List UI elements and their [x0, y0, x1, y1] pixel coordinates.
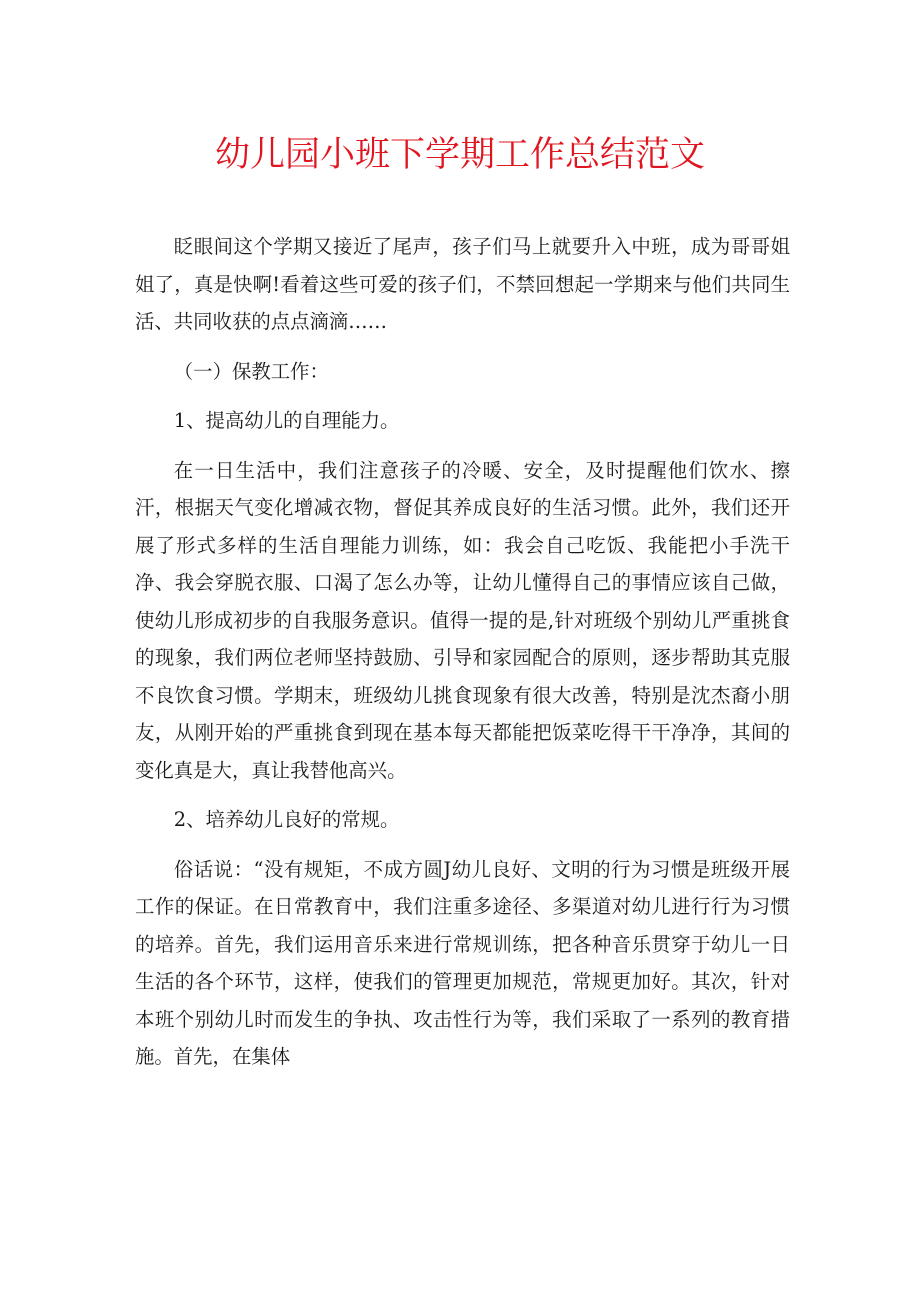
intro-paragraph: 眨眼间这个学期又接近了尾声，孩子们马上就要升入中班，成为哥哥姐姐了，真是快啊!看着这些可爱的孩子们，不禁回想起一学期来与他们共同生活、共同收获的点点滴滴…… — [135, 235, 790, 333]
document-body — [135, 228, 790, 1076]
subheading-self-care: 1、提高幼儿的自理能力。 — [173, 409, 400, 432]
routines-paragraph: 俗话说：“没有规矩，不成方圆J幼儿良好、文明的行为习惯是班级开展工作的保证。在日常教育中，我们注重多途径、多渠道对幼儿进行行为习惯的培养。首先，我们运用音乐来进行常规训练，把各种音乐贯穿于幼儿一日生活的各个环节，这样，使我们的管理更加规范，常规更加好。其次，针对本班个别幼儿时而发生的争执、攻击性行为等，我们采取了一系列的教育措施。首先，在集体 — [135, 857, 790, 1068]
document-title: 幼儿园小班下学期工作总结范文 — [214, 135, 705, 175]
subheading-routines: 2、培养幼儿良好的常规。 — [173, 808, 400, 831]
section-heading-care-education: （一）保教工作： — [173, 359, 329, 383]
self-care-paragraph: 在一日生活中，我们注意孩子的冷暖、安全，及时提醒他们饮水、擦汗，根据天气变化增减衣物，督促其养成良好的生活习惯。此外，我们还开展了形式多样的生活自理能力训练，如：我会自己吃饭、我能把小手洗干净、我会穿脱衣服、口渴了怎么办等，让幼儿懂得自己的事情应该自己做，使幼儿形成初步的自我服务意识。值得一提的是,针对班级个别幼儿严重挑食的现象，我们两位老师坚持鼓励、引导和家园配合的原则，逐步帮助其克服不良饮食习惯。学期末，班级幼儿挑食现象有很大改善，特别是沈杰裔小朋友，从刚开始的严重挑食到现在基本每天都能把饭菜吃得干干净净，其间的变化真是大，真让我替他高兴。 — [135, 458, 790, 782]
